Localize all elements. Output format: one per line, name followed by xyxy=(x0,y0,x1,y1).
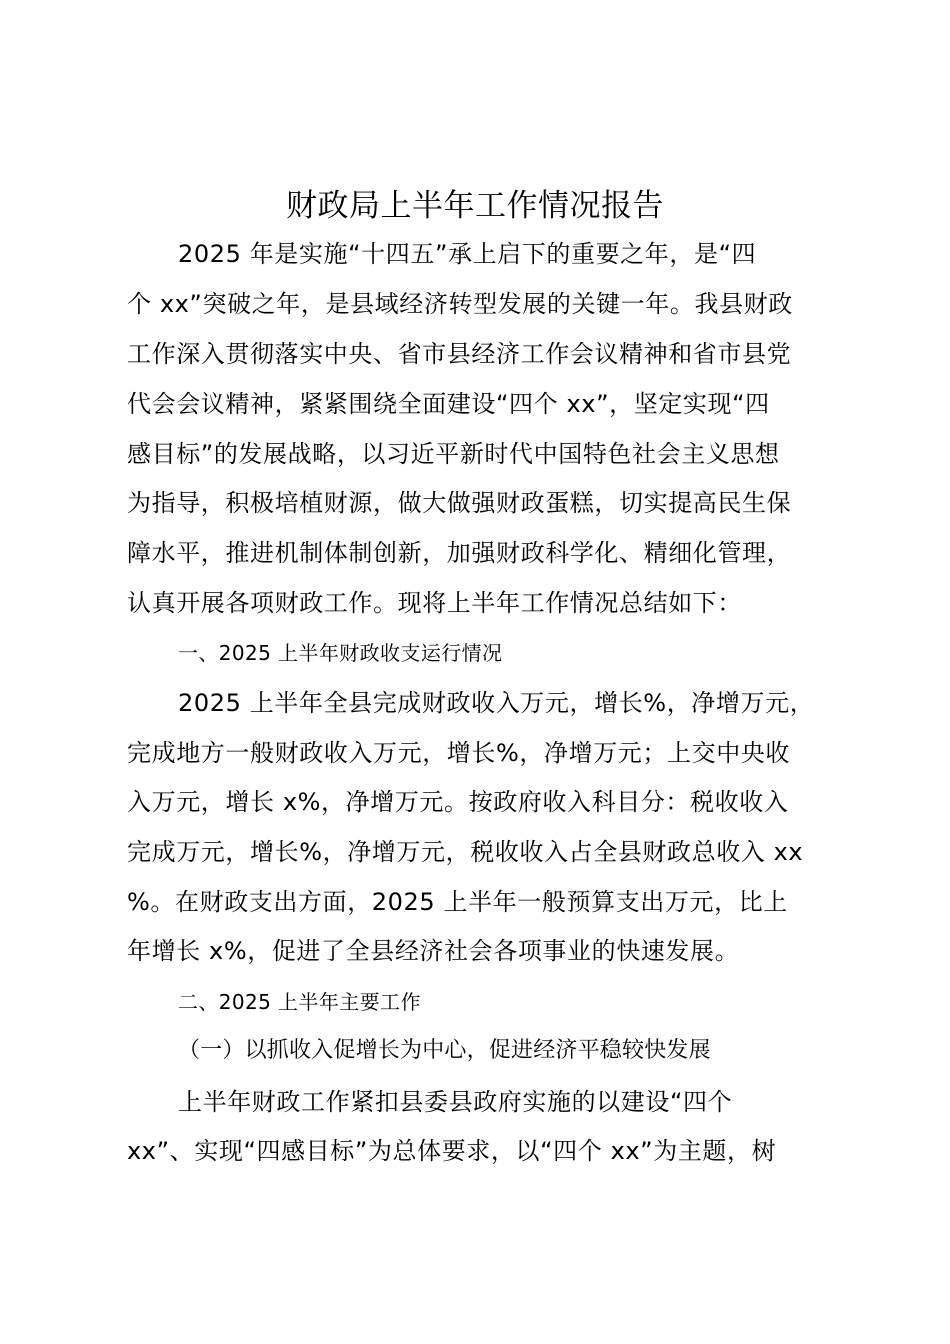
section-heading: 一、2025 上半年财政收支运行情况 xyxy=(178,641,503,665)
paragraph-line: 2025 上半年全县完成财政收入万元，增长%，净增万元， xyxy=(178,689,815,717)
paragraph-line: 完成地方一般财政收入万元，增长%，净增万元；上交中央收 xyxy=(127,739,791,767)
paragraph-line: 个 xx”突破之年，是县域经济转型发展的关键一年。我县财政 xyxy=(127,290,793,318)
subsection-heading: （一）以抓收入促增长为中心，促进经济平稳较快发展 xyxy=(178,1038,711,1063)
paragraph-line: 年增长 x%，促进了全县经济社会各项事业的快速发展。 xyxy=(127,937,740,965)
paragraph-line: 工作深入贯彻落实中央、省市县经济工作会议精神和省市县党 xyxy=(127,340,792,368)
paragraph-line: 入万元，增长 x%，净增万元。按政府收入科目分：税收收入 xyxy=(127,788,789,816)
paragraph-line: 2025 年是实施“十四五”承上启下的重要之年，是“四 xyxy=(178,240,757,268)
paragraph-line: %。在财政支出方面，2025 上半年一般预算支出万元，比上 xyxy=(127,888,788,916)
paragraph-line: 认真开展各项财政工作。现将上半年工作情况总结如下： xyxy=(127,589,742,617)
paragraph-line: 障水平，推进机制体制创新，加强财政科学化、精细化管理， xyxy=(127,539,792,567)
document-title: 财政局上半年工作情况报告 xyxy=(286,188,664,224)
paragraph-line: 上半年财政工作紧扣县委县政府实施的以建设“四个 xyxy=(178,1088,733,1116)
paragraph-line: 为指导，积极培植财源，做大做强财政蛋糕，切实提高民生保 xyxy=(127,489,792,517)
paragraph-line: 完成万元，增长%，净增万元，税收收入占全县财政总收入 xx xyxy=(127,838,804,866)
paragraph-line: 感目标”的发展战略，以习近平新时代中国特色社会主义思想 xyxy=(127,440,780,468)
paragraph-line: xx”、实现“四感目标”为总体要求，以“四个 xx”为主题，树 xyxy=(127,1137,777,1165)
paragraph-line: 代会会议精神，紧紧围绕全面建设“四个 xx”，坚定实现“四 xyxy=(127,390,770,418)
section-heading: 二、2025 上半年主要工作 xyxy=(178,990,421,1014)
